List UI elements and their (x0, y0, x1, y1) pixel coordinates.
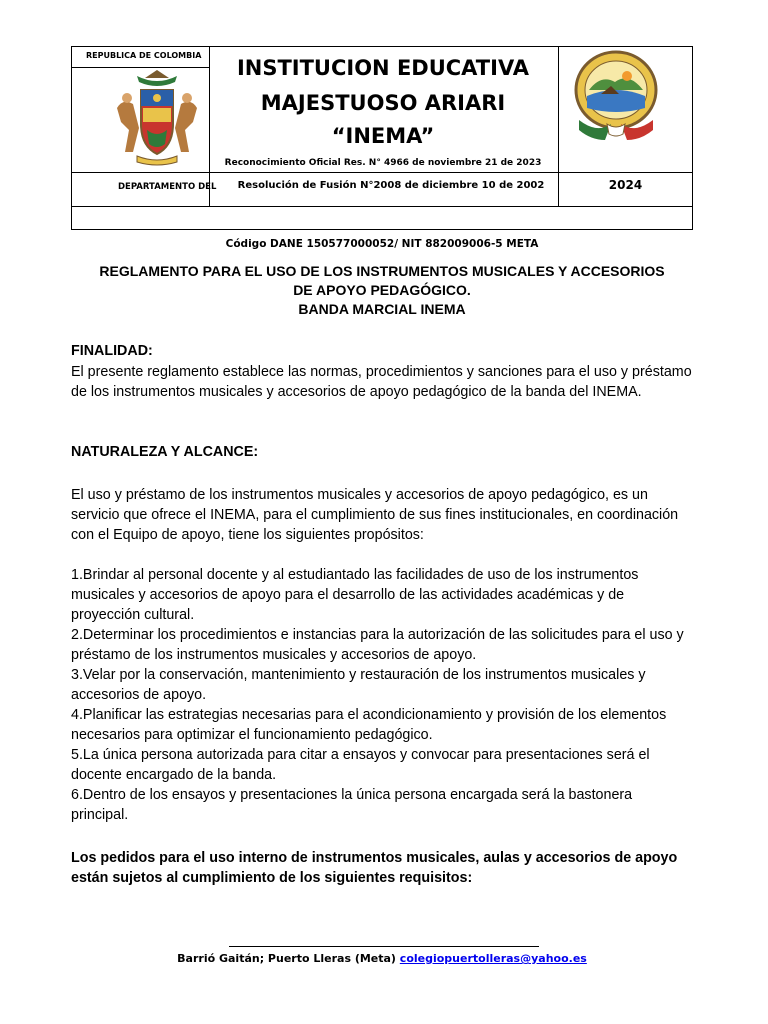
list-item: 4.Planificar las estrategias necesarias para el acondicionamiento y provisión de los elementos necesarios para optimizar el funcionamiento pedagógico. (71, 707, 667, 743)
footer (71, 952, 693, 965)
footer-email-link[interactable]: colegiopuertolleras@yahoo.es (399, 952, 587, 965)
document-title (71, 262, 693, 319)
naturaleza-text: El uso y préstamo de los instrumentos musicales y accesorios de apoyo pedagógico, es un servicio que ofrece el INEMA, para el cumplimiento de sus fines institucionales, en coordinación con el Equipo de apoyo, tiene los siguientes propósitos: (71, 487, 679, 543)
year-label: 2024 (608, 178, 643, 192)
purposes-list (71, 565, 693, 825)
republic-label: REPUBLICA DE COLOMBIA (86, 51, 202, 60)
title-line2: DE APOYO PEDAGÓGICO. (293, 282, 471, 298)
list-item: 3.Velar por la conservación, mantenimiento y restauración de los instrumentos musicales y accesorios de apoyo. (71, 667, 646, 703)
department-label: DEPARTAMENTO DEL (118, 182, 217, 192)
requirements-intro: Los pedidos para el uso interno de instrumentos musicales, aulas y accesorios de apoyo están sujetos al cumplimiento de los siguientes requisitos: (71, 850, 678, 886)
list-item: 5.La única persona autorizada para citar a ensayos y convocar para presentaciones será el docente encargado de la banda. (71, 747, 650, 783)
title-line3: BANDA MARCIAL INEMA (298, 301, 466, 317)
dane-nit-code: Código DANE 150577000052/ NIT 882009006-5 META (225, 238, 539, 250)
finalidad-text: El presente reglamento establece las normas, procedimientos y sanciones para el uso y préstamo de los instrumentos musicales y accesorios de apoyo pedagógico de la banda del INEMA. (71, 364, 692, 400)
list-item: 1.Brindar al personal docente y al estudiantado las facilidades de uso de los instrumentos musicales y accesorios de apoyo para el desarrollo de las actividades académicas y de proyección cultural. (71, 567, 639, 623)
naturaleza-heading: NATURALEZA Y ALCANCE: (71, 444, 259, 460)
header-table (71, 46, 693, 230)
finalidad-heading: FINALIDAD: (71, 343, 153, 359)
footer-address: Barrió Gaitán; Puerto Lleras (Meta) (177, 952, 400, 965)
institution-name-line2: MAJESTUOSO ARIARI (260, 91, 506, 115)
title-line1: REGLAMENTO PARA EL USO DE LOS INSTRUMENTOS MUSICALES Y ACCESORIOS (99, 263, 665, 279)
institution-name-line3: “INEMA” (331, 124, 435, 148)
list-item: 2.Determinar los procedimientos e instancias para la autorización de las solicitudes para el uso y préstamo de los instrumentos musicales y accesorios de apoyo. (71, 627, 684, 663)
official-recognition: Reconocimiento Oficial Res. N° 4966 de noviembre 21 de 2023 (224, 158, 542, 168)
fusion-resolution: Resolución de Fusión N°2008 de diciembre 10 de 2002 (237, 180, 545, 191)
institution-name-line1: INSTITUCION EDUCATIVA (236, 56, 530, 80)
list-item: 6.Dentro de los ensayos y presentaciones la única persona encargada será la bastonera principal. (71, 787, 633, 823)
colombia-coat-of-arms-icon (107, 68, 207, 168)
school-seal-icon (571, 50, 661, 146)
footer-divider (229, 946, 539, 947)
